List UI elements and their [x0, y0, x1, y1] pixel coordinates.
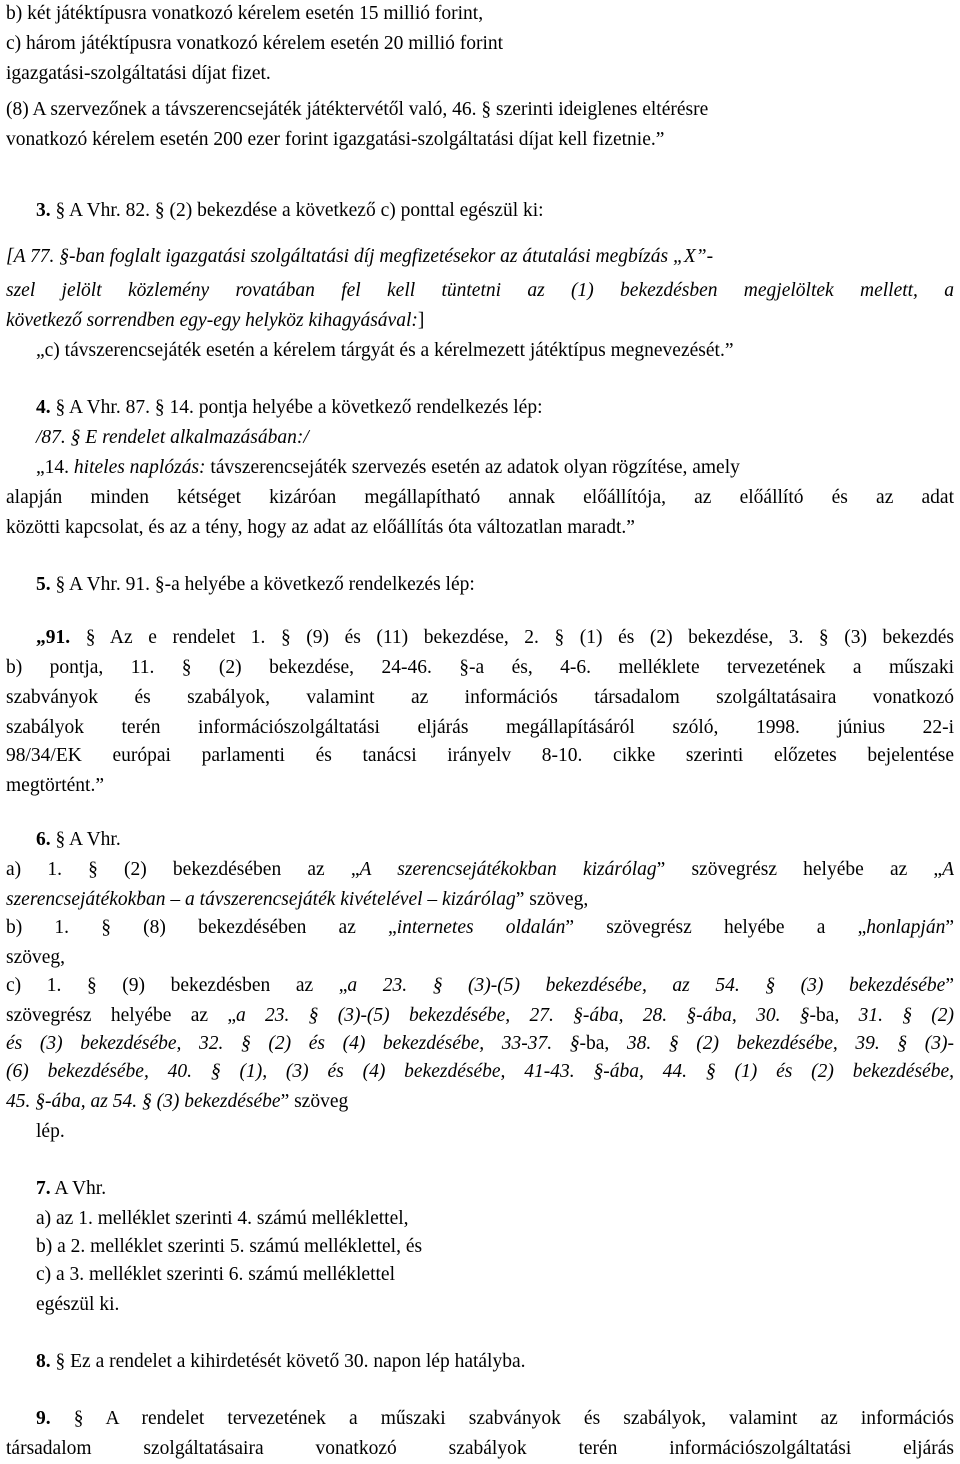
text-run: egészül ki. — [36, 1294, 120, 1315]
text-run: szövegrész helyébe az „ — [6, 1005, 236, 1026]
text-run: ” szövegrész helyébe a „ — [565, 917, 867, 938]
text-run: „c) távszerencsejáték esetén a kérelem tárgyát és a kérelmezett játéktípus megnevezését.” — [36, 340, 734, 361]
text-run: 7. — [36, 1178, 51, 1199]
text-run: -ba, — [579, 1033, 627, 1054]
text-line — [6, 916, 954, 940]
text-run: 8. — [36, 1351, 51, 1372]
text-run: szel jelölt közlemény rovatában fel kell tüntetni az (1) bekezdésben megjelöltek mellett, a — [6, 280, 954, 301]
text-line — [6, 279, 954, 303]
text-line — [6, 516, 954, 540]
text-line — [6, 1090, 954, 1114]
text-run: /87. § E rendelet alkalmazásában:/ — [36, 427, 309, 448]
text-run: szerencsejátékokban – a távszerencsejáték kivételével – kizárólag — [6, 889, 516, 910]
text-run: -ba, — [809, 1005, 859, 1026]
text-line — [36, 426, 954, 450]
text-run: § A Vhr. — [50, 829, 121, 850]
text-run: hiteles naplózás: — [73, 457, 206, 478]
text-line — [36, 626, 954, 650]
text-line — [36, 1235, 954, 1259]
text-line — [6, 62, 954, 86]
text-run: szöveg, — [6, 947, 66, 968]
text-run: ” szöveg — [280, 1091, 349, 1112]
text-run: a) 1. § (2) bekezdésében az „ — [6, 859, 360, 880]
text-run: § A Vhr. 87. § 14. pontja helyébe a következő rendelkezés lép: — [50, 397, 543, 418]
text-run: társadalom szolgáltatásaira vonatkozó szabályok terén információszolgáltatási eljárás — [6, 1438, 954, 1459]
text-run: § Az e rendelet 1. § (9) és (11) bekezdése, 2. § (1) és (2) bekezdése, 3. § (3) bekezdés — [70, 627, 954, 648]
text-run: 98/34/EK európai parlamenti és tanácsi irányelv 8-10. cikke szerinti előzetes bejelentése — [6, 745, 954, 766]
text-run: 5. — [36, 574, 51, 595]
text-run: „91. — [36, 627, 71, 648]
text-line — [6, 686, 954, 710]
text-run: távszerencsejáték szervezés esetén az adatok olyan rögzítése, amely — [205, 457, 740, 478]
text-run: (8) A szervezőnek a távszerencsejáték játéktervétől való, 46. § szerinti ideiglenes eltérésre — [6, 99, 709, 120]
text-line — [6, 774, 954, 798]
text-run: A Vhr. — [50, 1178, 107, 1199]
text-run: c) három játéktípusra vonatkozó kérelem esetén 20 millió forint — [6, 33, 504, 54]
text-run: A szerencsejátékokban kizárólag — [359, 859, 657, 880]
text-run: A — [942, 859, 954, 880]
text-line — [36, 456, 954, 480]
text-line — [6, 98, 954, 122]
text-line — [36, 828, 954, 852]
text-line — [6, 32, 954, 56]
text-run: § A rendelet tervezetének a műszaki szabványok és szabályok, valamint az információs — [50, 1408, 954, 1429]
text-line — [36, 1120, 954, 1144]
text-line — [6, 245, 954, 269]
text-line — [6, 1060, 954, 1084]
text-run: 4. — [36, 397, 51, 418]
text-run: 31. § (2) — [858, 1005, 954, 1026]
text-run: ” szöveg, — [515, 889, 589, 910]
text-run: megtörtént.” — [6, 775, 105, 796]
text-line — [6, 946, 954, 970]
text-run: c) 1. § (9) bekezdésben az „ — [6, 975, 348, 996]
text-run: b) 1. § (8) bekezdésében az „ — [6, 917, 397, 938]
text-run: ” szövegrész helyébe az „ — [656, 859, 943, 880]
text-run: „14. — [36, 457, 74, 478]
text-run: 6. — [36, 829, 51, 850]
text-run: 45. §-ába, az 54. § (3) bekezdésébe — [6, 1091, 281, 1112]
text-run: b) a 2. melléklet szerinti 5. számú melléklettel, és — [36, 1236, 423, 1257]
text-run: igazgatási-szolgáltatási díjat fizet. — [6, 63, 271, 84]
text-line — [36, 199, 954, 223]
text-line — [36, 1350, 954, 1374]
text-run: b) két játéktípusra vonatkozó kérelem esetén 15 millió forint, — [6, 3, 484, 24]
text-line — [6, 1437, 954, 1461]
text-run: szabályok terén információszolgáltatási eljárás megállapításáról szóló, 1998. június 22-i — [6, 717, 954, 738]
text-run: c) a 3. melléklet szerinti 6. számú melléklettel — [36, 1264, 395, 1285]
text-run: szabványok és szabályok, valamint az információs társadalom szolgáltatásaira vonatkozó — [6, 687, 954, 708]
text-run: § A Vhr. 91. §-a helyébe a következő rendelkezés lép: — [50, 574, 475, 595]
text-line — [36, 1293, 954, 1317]
text-line — [6, 744, 954, 768]
text-run: ” — [945, 917, 954, 938]
text-run: a 23. § (3)-(5) bekezdésébe, 27. §-ába, 28. §-ába, 30. § — [235, 1005, 810, 1026]
text-line — [36, 573, 954, 597]
text-run: honlapján — [866, 917, 946, 938]
text-run: § A Vhr. 82. § (2) bekezdése a következő c) ponttal egészül ki: — [50, 200, 544, 221]
text-run: 38. § (2) bekezdésébe, 39. § (3)- — [626, 1033, 954, 1054]
text-line — [6, 716, 954, 740]
text-line — [6, 656, 954, 680]
text-line — [36, 1207, 954, 1231]
text-run: b) pontja, 11. § (2) bekezdése, 24-46. §-a és, 4-6. melléklete tervezetének a műszaki — [6, 657, 954, 678]
text-line — [6, 888, 954, 912]
text-line — [6, 486, 954, 510]
text-line — [36, 1177, 954, 1201]
text-line — [36, 1263, 954, 1287]
text-run: § Ez a rendelet a kihirdetését követő 30. napon lép hatályba. — [50, 1351, 526, 1372]
text-run: a) az 1. melléklet szerinti 4. számú melléklettel, — [36, 1208, 409, 1229]
text-line — [6, 128, 954, 152]
text-line — [36, 339, 954, 363]
text-run: 3. — [36, 200, 51, 221]
text-line — [6, 2, 954, 26]
text-run: közötti kapcsolat, és az a tény, hogy az adat az előállítás óta változatlan maradt.” — [6, 517, 635, 538]
text-run: ] — [417, 310, 425, 331]
text-line — [36, 396, 954, 420]
text-run: következő sorrendben egy-egy helyköz kihagyásával: — [6, 310, 418, 331]
text-run: és (3) bekezdésébe, 32. § (2) és (4) bekezdésébe, 33-37. § — [6, 1033, 580, 1054]
text-line — [36, 1407, 954, 1431]
text-run: vonatkozó kérelem esetén 200 ezer forint igazgatási-szolgáltatási díjat kell fizetnie.” — [6, 129, 665, 150]
text-run: 9. — [36, 1408, 51, 1429]
text-line — [6, 858, 954, 882]
text-line — [6, 1004, 954, 1028]
text-run: [A 77. §-ban foglalt igazgatási szolgáltatási díj megfizetésekor az átutalási megbízás „X”- — [6, 246, 714, 267]
text-line — [6, 309, 954, 333]
text-run: lép. — [36, 1121, 65, 1142]
text-line — [6, 1032, 954, 1056]
text-run: internetes oldalán — [396, 917, 566, 938]
text-line — [6, 974, 954, 998]
text-run: (6) bekezdésébe, 40. § (1), (3) és (4) bekezdésébe, 41-43. §-ába, 44. § (1) és (2) bekezdésébe, — [6, 1061, 954, 1082]
text-run: alapján minden kétséget kizáróan megállapítható annak előállítója, az előállító és az adat — [6, 487, 954, 508]
text-run: a 23. § (3)-(5) bekezdésébe, az 54. § (3) bekezdésébe — [347, 975, 946, 996]
text-run: ” — [945, 975, 954, 996]
